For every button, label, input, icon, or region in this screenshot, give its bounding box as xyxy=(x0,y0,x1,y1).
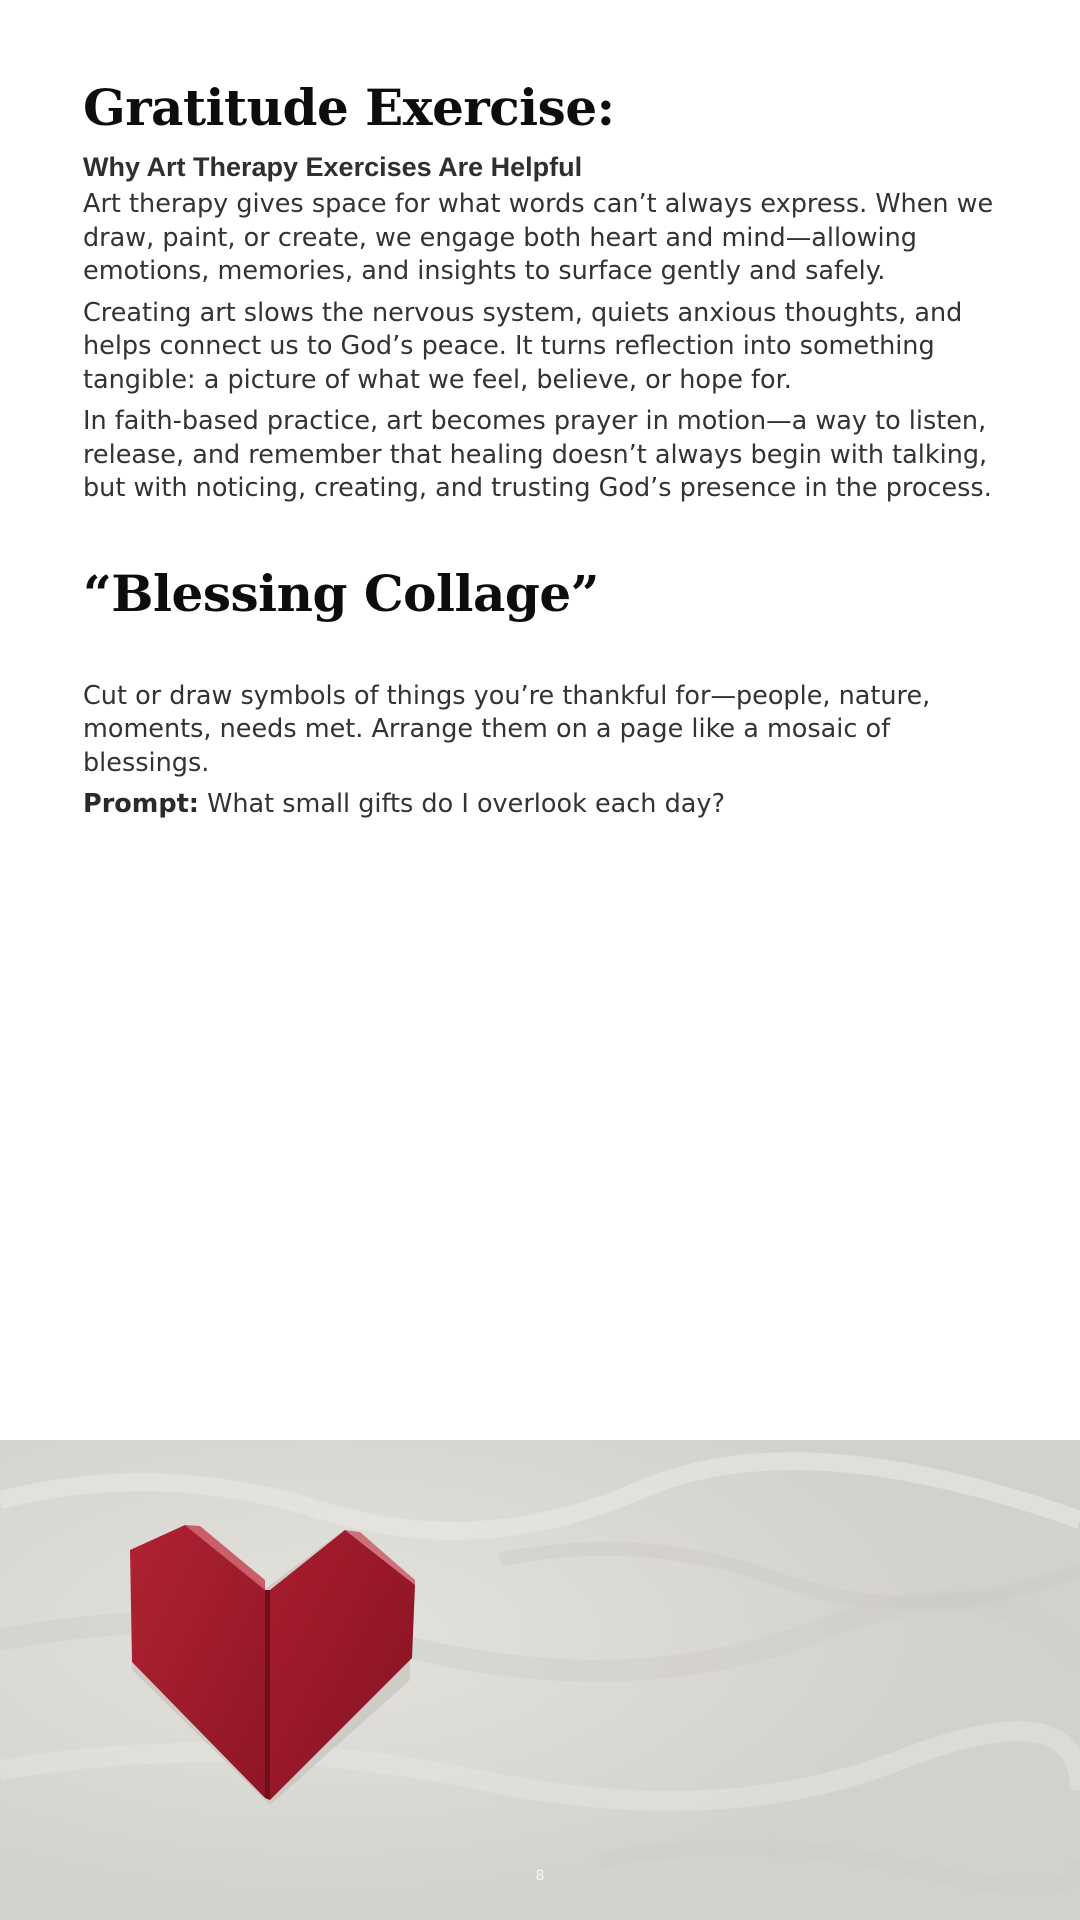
section-heading-gratitude: Gratitude Exercise: xyxy=(83,78,615,137)
section-heading-blessing-collage: “Blessing Collage” xyxy=(83,563,599,623)
page-content xyxy=(83,78,1003,830)
prompt-label: Prompt: xyxy=(83,789,199,819)
section-subheading: Why Art Therapy Exercises Are Helpful xyxy=(83,152,583,182)
page-number: 8 xyxy=(535,1868,545,1884)
origami-heart-photo xyxy=(0,1440,1080,1920)
paragraph-1: Art therapy gives space for what words can’t always express. When we draw, paint, or create, we engage both heart and mind—allowing emotions, memories, and insights to surface gently and safely. xyxy=(83,189,994,286)
sand-background-image xyxy=(0,1440,1080,1920)
exercise-description: Cut or draw symbols of things you’re thankful for—people, nature, moments, needs met. Arrange them on a page like a mosaic of blessings. xyxy=(83,680,931,778)
paragraph-3: In faith-based practice, art becomes prayer in motion—a way to listen, release, and remember that healing doesn’t always begin with talking, but with noticing, creating, and trusting God’s presence in the process. xyxy=(83,406,992,503)
paragraph-2: Creating art slows the nervous system, quiets anxious thoughts, and helps connect us to God’s peace. It turns reflection into something tangible: a picture of what we feel, believe, or hope for. xyxy=(83,297,963,395)
prompt-text: What small gifts do I overlook each day? xyxy=(199,789,726,819)
exercise-prompt xyxy=(83,788,1003,822)
